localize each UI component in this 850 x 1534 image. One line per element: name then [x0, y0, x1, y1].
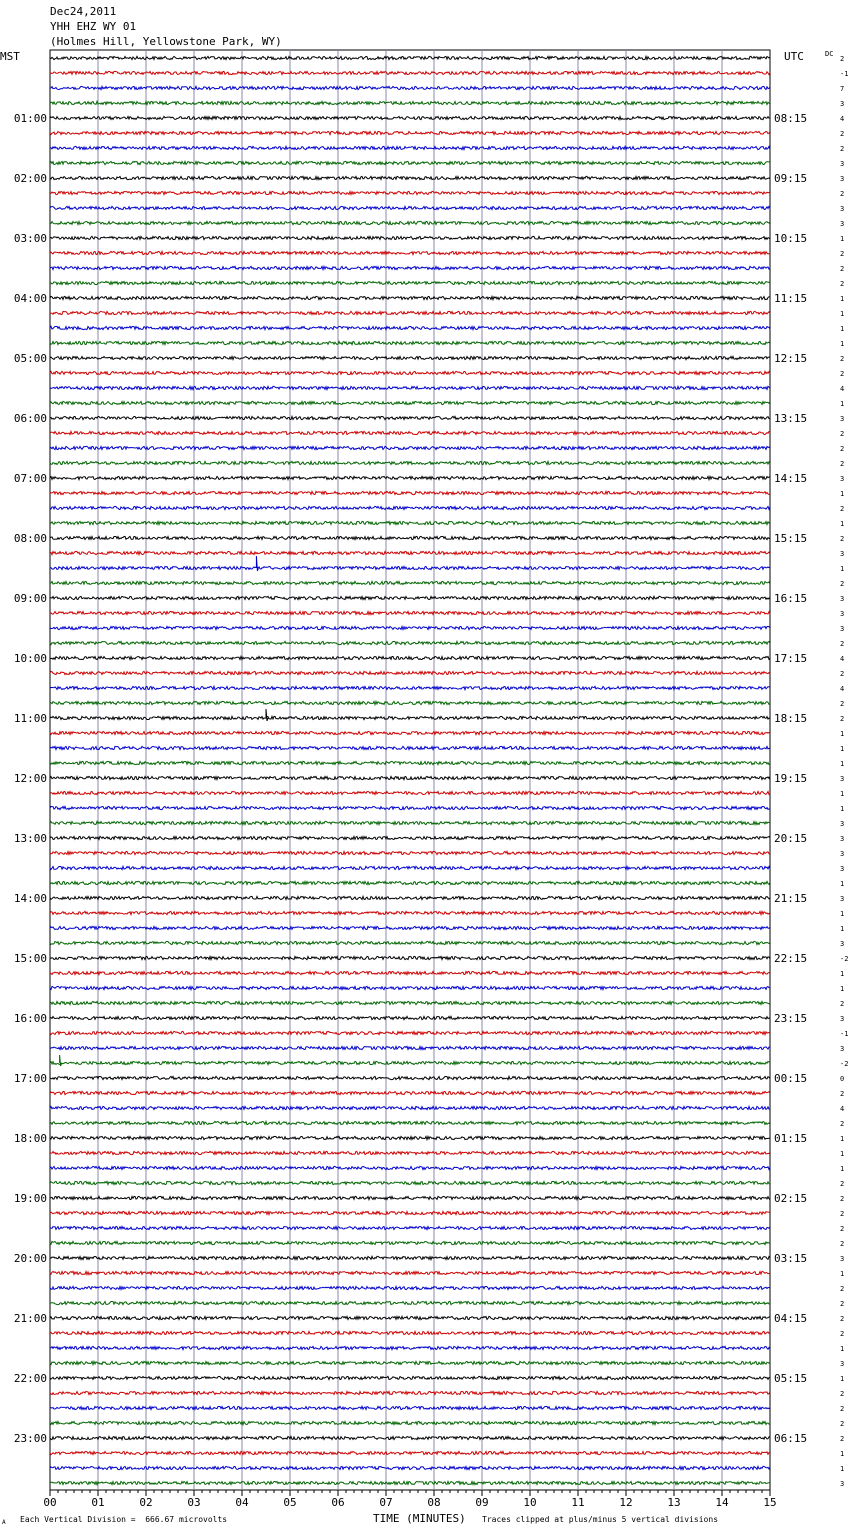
trace-row [50, 476, 770, 479]
trace-row [50, 521, 770, 524]
trace-row [50, 1166, 770, 1169]
trace-row [50, 71, 770, 74]
trace-row [50, 326, 770, 329]
trace-row [50, 506, 770, 509]
trace-row [50, 1436, 770, 1439]
trace-row [50, 446, 770, 449]
dc-offset-label: 1 [840, 925, 845, 933]
trace-row [50, 386, 770, 389]
dc-offset-label: 3 [840, 160, 845, 168]
dc-offset-label: 2 [840, 265, 845, 273]
hour-label-utc: 21:15 [774, 892, 808, 905]
dc-offset-label: 1 [840, 490, 845, 498]
dc-offset-label: 2 [840, 1210, 845, 1218]
dc-offset-label: 3 [840, 820, 845, 828]
dc-offset-label: 4 [840, 115, 845, 123]
dc-offset-label: 1 [840, 295, 845, 303]
hour-label-mst: 04:00 [13, 292, 47, 305]
trace-row [50, 1421, 770, 1424]
trace-row [50, 1481, 770, 1484]
x-tick-label: 00 [43, 1496, 57, 1509]
trace-row [50, 626, 770, 629]
hour-label-mst: 02:00 [13, 172, 47, 185]
trace-row [50, 776, 770, 779]
x-tick-label: 14 [715, 1496, 729, 1509]
dc-offset-label: 3 [840, 220, 845, 228]
trace-row [50, 761, 770, 764]
dc-offset-label: -2 [840, 1060, 849, 1068]
clip-note: Traces clipped at plus/minus 5 vertical divisions [482, 1515, 719, 1524]
x-tick-label: 09 [475, 1496, 489, 1509]
trace-row [50, 746, 770, 749]
dc-offset-label: 3 [840, 625, 845, 633]
dc-offset-label: 3 [840, 835, 845, 843]
trace-row [50, 1466, 770, 1469]
dc-offset-label: 1 [840, 1375, 845, 1383]
dc-offset-label: 1 [840, 730, 845, 738]
dc-offset-label: 3 [840, 1255, 845, 1263]
hour-label-mst: 12:00 [13, 772, 47, 785]
hour-label-utc: 23:15 [774, 1012, 808, 1025]
trace-row [50, 371, 770, 374]
dc-column-title: DC [825, 50, 834, 58]
trace-row [50, 101, 770, 104]
dc-offset-label: 1 [840, 760, 845, 768]
x-tick-label: 12 [619, 1496, 633, 1509]
trace-row [50, 146, 770, 149]
dc-offset-label: 1 [840, 340, 845, 348]
trace-row [50, 1136, 770, 1139]
trace-row [50, 821, 770, 824]
trace-row [50, 581, 770, 584]
chart-date: Dec24,2011 [50, 5, 117, 18]
x-tick-label: 15 [763, 1496, 777, 1509]
dc-offset-label: 1 [840, 1135, 845, 1143]
dc-offset-label: 1 [840, 910, 845, 918]
trace-row [50, 1001, 770, 1004]
dc-offset-label: 1 [840, 1270, 845, 1278]
hour-label-mst: 08:00 [13, 532, 47, 545]
trace-row [50, 956, 770, 959]
trace-row [50, 806, 770, 809]
hour-label-utc: 17:15 [774, 652, 808, 665]
trace-row [50, 1061, 770, 1064]
dc-offset-label: 4 [840, 655, 845, 663]
hour-label-utc: 06:15 [774, 1432, 808, 1445]
dc-offset-label: 4 [840, 385, 845, 393]
hour-label-utc: 15:15 [774, 532, 808, 545]
trace-row [50, 611, 770, 614]
event-spike [266, 709, 268, 721]
dc-offset-label: 1 [840, 565, 845, 573]
trace-row [50, 341, 770, 344]
dc-offset-label: 3 [840, 775, 845, 783]
hour-label-mst: 01:00 [13, 112, 47, 125]
trace-row [50, 836, 770, 839]
dc-offset-label: -1 [840, 1030, 849, 1038]
hour-label-mst: 23:00 [13, 1432, 47, 1445]
dc-offset-label: 2 [840, 145, 845, 153]
dc-offset-label: 3 [840, 850, 845, 858]
dc-offset-label: 2 [840, 1420, 845, 1428]
hour-label-mst: 03:00 [13, 232, 47, 245]
x-tick-label: 10 [523, 1496, 537, 1509]
dc-offset-label: 2 [840, 1435, 845, 1443]
trace-row [50, 1346, 770, 1349]
dc-offset-label: 3 [840, 610, 845, 618]
hour-label-mst: 15:00 [13, 952, 47, 965]
dc-offset-label: 2 [840, 460, 845, 468]
event-spike [256, 556, 258, 571]
trace-row [50, 1301, 770, 1304]
hour-label-mst: 05:00 [13, 352, 47, 365]
hour-label-utc: 18:15 [774, 712, 808, 725]
hour-label-mst: 11:00 [13, 712, 47, 725]
hour-label-mst: 09:00 [13, 592, 47, 605]
trace-row [50, 1151, 770, 1154]
hour-label-utc: 05:15 [774, 1372, 808, 1385]
trace-row [50, 851, 770, 854]
trace-row [50, 431, 770, 434]
hour-label-utc: 08:15 [774, 112, 808, 125]
x-tick-label: 02 [139, 1496, 153, 1509]
trace-row [50, 896, 770, 899]
dc-offset-label: 3 [840, 865, 845, 873]
trace-row [50, 491, 770, 494]
dc-offset-label: 1 [840, 790, 845, 798]
trace-row [50, 461, 770, 464]
dc-offset-label: 2 [840, 715, 845, 723]
trace-row [50, 1091, 770, 1094]
hour-label-mst: 16:00 [13, 1012, 47, 1025]
dc-offset-label: 2 [840, 1195, 845, 1203]
dc-offset-label: -1 [840, 70, 849, 78]
trace-row [50, 1286, 770, 1289]
trace-row [50, 1196, 770, 1199]
dc-offset-label: 3 [840, 595, 845, 603]
dc-offset-label: 1 [840, 745, 845, 753]
dc-offset-label: 4 [840, 685, 845, 693]
dc-offset-label: 2 [840, 445, 845, 453]
trace-row [50, 551, 770, 554]
dc-offset-label: 1 [840, 235, 845, 243]
hour-label-utc: 11:15 [774, 292, 808, 305]
dc-offset-label: 2 [840, 670, 845, 678]
trace-row [50, 56, 770, 59]
dc-offset-label: 0 [840, 1075, 845, 1083]
trace-row [50, 131, 770, 134]
station-code: YHH EHZ WY 01 [50, 20, 137, 33]
trace-row [50, 116, 770, 119]
dc-offset-label: 1 [840, 325, 845, 333]
hour-label-mst: 07:00 [13, 472, 47, 485]
hour-label-utc: 22:15 [774, 952, 808, 965]
dc-offset-label: 2 [840, 370, 845, 378]
dc-offset-label: 2 [840, 535, 845, 543]
dc-offset-label: 2 [840, 1315, 845, 1323]
dc-offset-label: 1 [840, 880, 845, 888]
trace-row [50, 1331, 770, 1334]
hour-label-utc: 14:15 [774, 472, 808, 485]
right-axis-title: UTC [784, 50, 804, 63]
trace-row [50, 596, 770, 599]
dc-offset-label: 2 [840, 505, 845, 513]
dc-offset-label: 3 [840, 1360, 845, 1368]
trace-row [50, 536, 770, 539]
trace-row [50, 986, 770, 989]
hour-label-utc: 03:15 [774, 1252, 808, 1265]
dc-offset-label: 2 [840, 1405, 845, 1413]
trace-row [50, 356, 770, 359]
dc-offset-label: -2 [840, 955, 849, 963]
trace-row [50, 1226, 770, 1229]
dc-offset-label: 1 [840, 985, 845, 993]
dc-offset-label: 2 [840, 130, 845, 138]
dc-offset-label: 3 [840, 175, 845, 183]
hour-label-mst: 13:00 [13, 832, 47, 845]
trace-row [50, 311, 770, 314]
x-tick-label: 01 [91, 1496, 105, 1509]
dc-offset-label: 2 [840, 640, 845, 648]
trace-row [50, 206, 770, 209]
dc-offset-label: 2 [840, 280, 845, 288]
trace-row [50, 1076, 770, 1079]
trace-row [50, 221, 770, 224]
trace-row [50, 731, 770, 734]
dc-offset-label: 2 [840, 700, 845, 708]
dc-offset-label: 3 [840, 1480, 845, 1488]
hour-label-mst: 19:00 [13, 1192, 47, 1205]
trace-row [50, 1361, 770, 1364]
trace-row [50, 1031, 770, 1034]
trace-row [50, 1271, 770, 1274]
hour-label-utc: 09:15 [774, 172, 808, 185]
hour-label-utc: 16:15 [774, 592, 808, 605]
scale-note: Each Vertical Division = 666.67 microvolts [20, 1515, 228, 1524]
trace-row [50, 1376, 770, 1379]
footer-mark: A [2, 1519, 6, 1526]
trace-row [50, 671, 770, 674]
trace-row [50, 941, 770, 944]
x-axis-label: TIME (MINUTES) [373, 1512, 466, 1525]
trace-row [50, 281, 770, 284]
x-tick-label: 05 [283, 1496, 297, 1509]
dc-offset-label: 2 [840, 250, 845, 258]
trace-row [50, 641, 770, 644]
hour-label-utc: 20:15 [774, 832, 808, 845]
dc-offset-label: 4 [840, 1105, 845, 1113]
dc-offset-label: 2 [840, 1390, 845, 1398]
trace-row [50, 401, 770, 404]
dc-offset-label: 3 [840, 100, 845, 108]
x-tick-label: 11 [571, 1496, 585, 1509]
dc-offset-label: 2 [840, 430, 845, 438]
trace-row [50, 191, 770, 194]
dc-offset-label: 3 [840, 1045, 845, 1053]
hour-label-utc: 10:15 [774, 232, 808, 245]
trace-row [50, 701, 770, 704]
hour-label-mst: 22:00 [13, 1372, 47, 1385]
dc-offset-label: 2 [840, 1225, 845, 1233]
dc-offset-label: 2 [840, 190, 845, 198]
trace-row [50, 656, 770, 659]
hour-label-mst: 18:00 [13, 1132, 47, 1145]
dc-offset-label: 1 [840, 1450, 845, 1458]
trace-row [50, 251, 770, 254]
hour-label-mst: 06:00 [13, 412, 47, 425]
trace-row [50, 1241, 770, 1244]
x-tick-label: 07 [379, 1496, 393, 1509]
station-location: (Holmes Hill, Yellowstone Park, WY) [50, 35, 282, 48]
hour-label-mst: 21:00 [13, 1312, 47, 1325]
trace-row [50, 716, 770, 719]
dc-offset-label: 2 [840, 580, 845, 588]
trace-row [50, 686, 770, 689]
dc-offset-label: 2 [840, 355, 845, 363]
trace-row [50, 1016, 770, 1019]
x-tick-label: 03 [187, 1496, 201, 1509]
trace-row [50, 1391, 770, 1394]
dc-offset-label: 1 [840, 520, 845, 528]
trace-row [50, 791, 770, 794]
dc-offset-label: 1 [840, 970, 845, 978]
hour-label-utc: 04:15 [774, 1312, 808, 1325]
dc-offset-label: 3 [840, 550, 845, 558]
hour-label-utc: 19:15 [774, 772, 808, 785]
trace-row [50, 86, 770, 89]
trace-row [50, 161, 770, 164]
trace-row [50, 1406, 770, 1409]
hour-label-mst: 14:00 [13, 892, 47, 905]
x-tick-label: 08 [427, 1496, 441, 1509]
dc-offset-label: 3 [840, 940, 845, 948]
trace-row [50, 566, 770, 569]
dc-offset-label: 7 [840, 85, 845, 93]
dc-offset-label: 2 [840, 1330, 845, 1338]
hour-label-utc: 00:15 [774, 1072, 808, 1085]
trace-row [50, 266, 770, 269]
trace-row [50, 971, 770, 974]
dc-offset-label: 1 [840, 1465, 845, 1473]
dc-offset-label: 2 [840, 1240, 845, 1248]
dc-offset-label: 2 [840, 55, 845, 63]
hour-label-mst: 17:00 [13, 1072, 47, 1085]
dc-offset-label: 1 [840, 310, 845, 318]
trace-row [50, 1046, 770, 1049]
dc-offset-label: 2 [840, 1090, 845, 1098]
hour-label-utc: 02:15 [774, 1192, 808, 1205]
trace-row [50, 176, 770, 179]
dc-offset-label: 3 [840, 1015, 845, 1023]
dc-offset-label: 3 [840, 205, 845, 213]
trace-row [50, 881, 770, 884]
hour-label-utc: 01:15 [774, 1132, 808, 1145]
dc-offset-label: 3 [840, 415, 845, 423]
hour-label-mst: 10:00 [13, 652, 47, 665]
dc-offset-label: 1 [840, 1345, 845, 1353]
trace-row [50, 1451, 770, 1454]
dc-offset-label: 2 [840, 1120, 845, 1128]
x-tick-label: 13 [667, 1496, 681, 1509]
dc-offset-label: 3 [840, 895, 845, 903]
trace-row [50, 1181, 770, 1184]
x-tick-label: 06 [331, 1496, 345, 1509]
dc-offset-label: 3 [840, 475, 845, 483]
hour-label-mst: 20:00 [13, 1252, 47, 1265]
trace-row [50, 911, 770, 914]
dc-offset-label: 1 [840, 400, 845, 408]
trace-row [50, 236, 770, 239]
trace-row [50, 1211, 770, 1214]
dc-offset-label: 2 [840, 1300, 845, 1308]
trace-row [50, 926, 770, 929]
hour-label-utc: 13:15 [774, 412, 808, 425]
trace-row [50, 1316, 770, 1319]
trace-row [50, 416, 770, 419]
trace-row [50, 1106, 770, 1109]
trace-row [50, 1121, 770, 1124]
dc-offset-label: 2 [840, 1180, 845, 1188]
hour-label-utc: 12:15 [774, 352, 808, 365]
trace-row [50, 296, 770, 299]
dc-offset-label: 1 [840, 805, 845, 813]
dc-offset-label: 2 [840, 1000, 845, 1008]
left-axis-title: MST [0, 50, 20, 63]
dc-offset-label: 2 [840, 1285, 845, 1293]
dc-offset-label: 1 [840, 1165, 845, 1173]
trace-row [50, 1256, 770, 1259]
x-tick-label: 04 [235, 1496, 249, 1509]
trace-row [50, 866, 770, 869]
dc-offset-label: 1 [840, 1150, 845, 1158]
